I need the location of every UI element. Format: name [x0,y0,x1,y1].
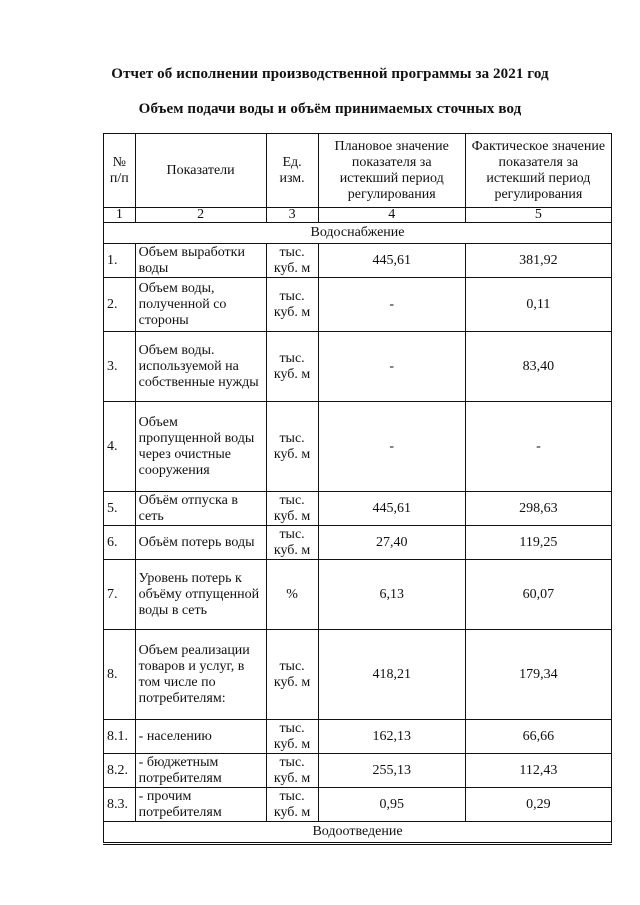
row-plan: 0,95 [318,788,465,822]
table-row [104,720,612,754]
row-indicator: - прочим потребителям [135,788,266,822]
row-plan: 445,61 [318,244,465,278]
row-unit: тыс. куб. м [266,244,318,278]
row-num: 6. [104,526,136,560]
section-row-water-supply [104,223,612,244]
section-title-water-supply: Водоснабжение [104,223,612,244]
column-index: 5 [465,208,611,223]
row-unit: тыс. куб. м [266,278,318,332]
report-subtitle: Объем подачи воды и объём принимаемых сточных вод [138,101,522,117]
row-fact: 0,29 [465,788,611,822]
table-header-row [104,134,612,208]
row-unit: тыс. куб. м [266,492,318,526]
row-plan: 445,61 [318,492,465,526]
row-plan: - [318,332,465,402]
table-row [104,526,612,560]
row-unit: тыс. куб. м [266,332,318,402]
header-unit: Ед. изм. [266,134,318,208]
row-indicator: Объем реализации товаров и услуг, в том числе по потребителям: [135,630,266,720]
table-row [104,754,612,788]
row-fact: 119,25 [465,526,611,560]
header-num: № п/п [104,134,136,208]
row-unit: тыс. куб. м [266,720,318,754]
row-unit: тыс. куб. м [266,402,318,492]
section-row-wastewater [104,822,612,844]
row-indicator: - бюджетным потребителям [135,754,266,788]
row-unit: тыс. куб. м [266,526,318,560]
table-row [104,244,612,278]
row-indicator: - населению [135,720,266,754]
row-num: 8.1. [104,720,136,754]
column-index: 3 [266,208,318,223]
column-index: 4 [318,208,465,223]
row-num: 1. [104,244,136,278]
row-indicator: Объем воды. используемой на собственные нужды [135,332,266,402]
table-row [104,332,612,402]
row-plan: 6,13 [318,560,465,630]
row-plan: - [318,402,465,492]
row-num: 2. [104,278,136,332]
row-unit: тыс. куб. м [266,754,318,788]
header-indicator: Показатели [135,134,266,208]
row-unit: % [266,560,318,630]
table-row [104,788,612,822]
row-fact: 83,40 [465,332,611,402]
row-num: 4. [104,402,136,492]
row-indicator: Объём потерь воды [135,526,266,560]
row-fact: - [465,402,611,492]
row-fact: 179,34 [465,630,611,720]
row-indicator: Объем пропущенной воды через очистные сооружения [135,402,266,492]
header-fact: Фактическое значение показателя за истекший период регулирования [465,134,611,208]
row-indicator: Объем выработки воды [135,244,266,278]
row-fact: 112,43 [465,754,611,788]
table-row [104,630,612,720]
row-plan: - [318,278,465,332]
row-fact: 0,11 [465,278,611,332]
row-num: 5. [104,492,136,526]
row-fact: 66,66 [465,720,611,754]
header-plan: Плановое значение показателя за истекший период регулирования [318,134,465,208]
row-num: 8.2. [104,754,136,788]
row-unit: тыс. куб. м [266,630,318,720]
table-row [104,278,612,332]
row-fact: 60,07 [465,560,611,630]
column-index-row [104,208,612,223]
section-title-wastewater: Водоотведение [104,822,612,844]
table-row [104,560,612,630]
row-num: 8. [104,630,136,720]
table-row [104,402,612,492]
report-table [103,133,612,845]
row-indicator: Объём отпуска в сеть [135,492,266,526]
row-unit: тыс. куб. м [266,788,318,822]
column-index: 2 [135,208,266,223]
table-row [104,492,612,526]
row-plan: 418,21 [318,630,465,720]
row-plan: 27,40 [318,526,465,560]
row-fact: 381,92 [465,244,611,278]
row-num: 3. [104,332,136,402]
report-title: Отчет об исполнении производственной программы за 2021 год [111,66,549,82]
row-indicator: Уровень потерь к объёму отпущенной воды в сеть [135,560,266,630]
row-indicator: Объем воды, полученной со стороны [135,278,266,332]
row-plan: 255,13 [318,754,465,788]
column-index: 1 [104,208,136,223]
row-num: 8.3. [104,788,136,822]
row-num: 7. [104,560,136,630]
row-fact: 298,63 [465,492,611,526]
row-plan: 162,13 [318,720,465,754]
